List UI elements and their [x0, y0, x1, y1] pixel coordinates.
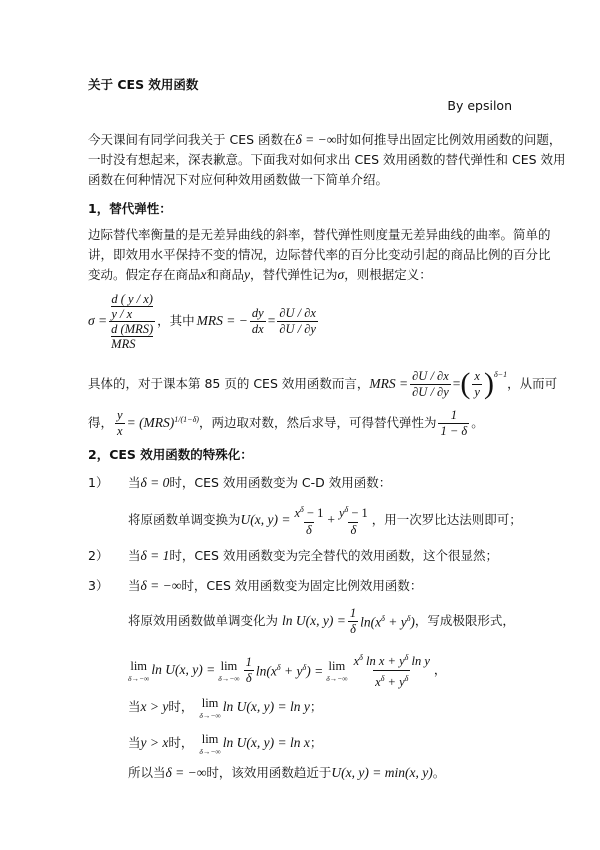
log-transform-line: 将原效用函数做单调变化为 ln U(x, y) = $\frac{1}{\delta}$ $\ln(x^\delta + y^\delta)$ ，写成极限形式，	[128, 605, 515, 636]
list-item-1-number: 1）	[88, 475, 109, 490]
case-x-greater: 当 x > y 时， lim δ→−∞ ln U(x, y) = ln y ；	[128, 696, 323, 720]
intro-line-1: 今天课间有同学问我关于 CES 函数在δ = −∞时如何推导出固定比例效用函数的问题，	[88, 132, 562, 147]
elasticity-result-line: 得， $\frac{y}{x}$ = (MRS) $^{1/(1-\delta)}$ ，两边取对数，然后求导，可得替代弹性为 $\frac{1}{1 - \delta}$ 。	[88, 407, 484, 438]
limit-equation: lim δ→−∞ ln U(x, y) = lim δ→−∞ $\frac{1}{\delta}$ $\ln(x^\delta + y^\delta)$ = lim δ→−∞ $\frac{x^\delta \ln x + y^\delta \ln y}{x^\delta + y^\delta}$ ，	[128, 653, 447, 689]
conclusion-line: 所以当δ = −∞时，该效用函数趋近于U(x, y) = min(x, y)。	[128, 765, 446, 780]
intro-line-3: 函数在何种情况下对应何种效用函数做一下简单介绍。	[88, 172, 389, 187]
case-y-greater: 当 y > x 时， lim δ→−∞ ln U(x, y) = ln x ；	[128, 732, 323, 756]
author-line: By epsilon	[447, 98, 512, 113]
section-2-heading: 2，CES 效用函数的特殊化：	[88, 447, 253, 462]
elasticity-fraction: d ( y / x) y / x d (MRS) MRS	[111, 291, 154, 351]
ces-mrs-line: 具体的，对于课本第 85 页的 CES 效用函数而言， MRS = $\frac{\partial U / \partial x}{\partial U / \partial y}$ = ( $\frac{x}{y}$ ) $^{\delta-1}$ ，从而可	[88, 367, 558, 400]
list-item-3-number: 3）	[88, 578, 109, 593]
page-title: 关于 CES 效用函数	[88, 77, 199, 92]
section-1-line-1: 边际替代率衡量的是无差异曲线的斜率，替代弹性则度量无差异曲线的曲率。简单的	[88, 227, 551, 242]
section-1-line-2: 讲，即效用水平保持不变的情况，边际替代率的百分比变动引起的商品比例的百分比	[88, 247, 551, 262]
section-1-line-3: 变动。假定存在商品x和商品y，替代弹性记为σ，则根据定义：	[88, 267, 432, 282]
list-item-2: 当δ = 1时，CES 效用函数变为完全替代的效用函数，这个很显然；	[128, 548, 498, 563]
section-1-heading: 1，替代弹性：	[88, 201, 172, 216]
elasticity-equation: σ = d ( y / x) y / x d (MRS) MRS ，其中 MRS = − $\frac{dy}{dx}$ = $\frac{\partial U / \partial x}{\partial U / \partial y}$	[88, 291, 316, 351]
list-item-1: 当δ = 0时，CES 效用函数变为 C-D 效用函数：	[128, 475, 392, 490]
list-item-3: 当δ = −∞时，CES 效用函数变为固定比例效用函数：	[128, 578, 423, 593]
intro-line-2: 一时没有想起来，深表歉意。下面我对如何求出 CES 效用函数的替代弹性和 CES 效用	[88, 152, 566, 167]
list-item-2-number: 2）	[88, 548, 109, 563]
cd-transform-line: 将原函数单调变换为 U(x, y) = $\frac{x^\delta - 1}{\delta}$ + $\frac{y^\delta - 1}{\delta}$ ，用一次罗比达法则即可；	[128, 505, 522, 537]
